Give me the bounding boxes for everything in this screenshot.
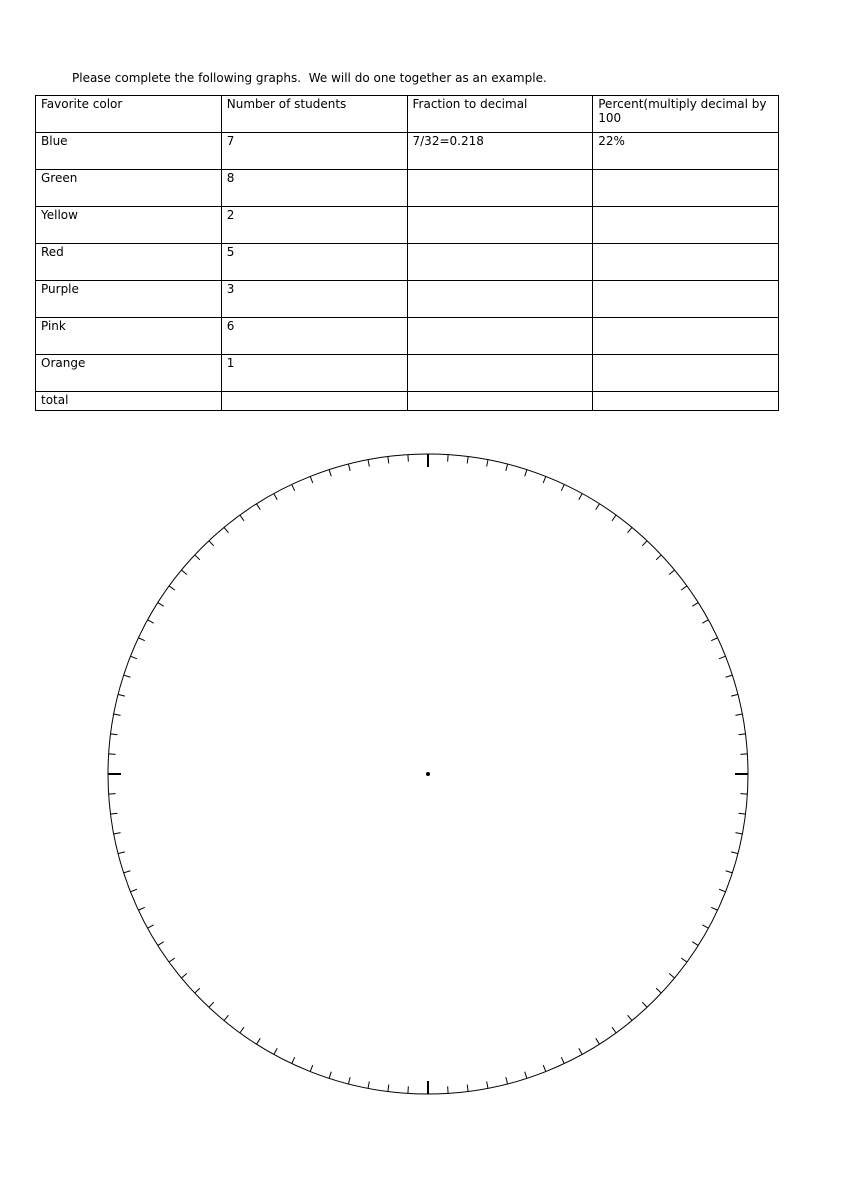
tick-mark <box>114 833 121 834</box>
tick-mark <box>731 694 738 696</box>
tick-mark <box>138 638 144 641</box>
pie-center-dot <box>426 772 430 776</box>
tick-mark <box>274 1048 277 1054</box>
color-cell: Pink <box>36 318 222 355</box>
tick-mark <box>656 988 661 993</box>
tick-mark <box>612 1027 616 1033</box>
tick-mark <box>111 734 118 735</box>
header-percent: Percent(multiply decimal by 100 <box>593 96 779 133</box>
tick-mark <box>739 734 746 735</box>
tick-mark <box>543 1065 546 1072</box>
tick-mark <box>138 907 144 910</box>
tick-mark <box>118 694 125 696</box>
count-cell: 1 <box>221 355 407 392</box>
tick-mark <box>525 470 527 477</box>
tick-mark <box>195 988 200 993</box>
tick-mark <box>669 570 674 574</box>
tick-mark <box>348 464 350 471</box>
count-cell: 5 <box>221 244 407 281</box>
color-cell: Yellow <box>36 207 222 244</box>
tick-mark <box>169 958 175 962</box>
tick-mark <box>348 1077 350 1084</box>
color-cell: Purple <box>36 281 222 318</box>
tick-mark <box>240 515 244 521</box>
count-cell: 2 <box>221 207 407 244</box>
tick-mark <box>467 457 468 464</box>
header-favorite-color: Favorite color <box>36 96 222 133</box>
tick-mark <box>224 527 228 532</box>
tick-mark <box>274 494 277 500</box>
tick-mark <box>711 638 717 641</box>
tick-mark <box>561 484 564 490</box>
tick-mark <box>506 1077 508 1084</box>
tick-mark <box>292 1057 295 1063</box>
count-cell: 8 <box>221 170 407 207</box>
tick-mark <box>209 541 214 546</box>
tick-mark <box>257 504 261 510</box>
tick-mark <box>692 603 698 607</box>
tick-mark <box>596 504 600 510</box>
tick-mark <box>711 907 717 910</box>
color-cell: Red <box>36 244 222 281</box>
tick-mark <box>124 675 131 677</box>
tick-mark <box>656 555 661 560</box>
tick-mark <box>731 852 738 854</box>
tick-mark <box>148 620 154 623</box>
tick-mark <box>487 1081 488 1088</box>
tick-mark <box>114 714 121 715</box>
tick-mark <box>735 833 742 834</box>
color-cell: Green <box>36 170 222 207</box>
tick-mark <box>719 889 726 892</box>
percent-cell[interactable]: 22% <box>593 133 779 170</box>
tick-mark <box>388 1085 389 1092</box>
tick-mark <box>487 460 488 467</box>
tick-mark <box>735 714 742 715</box>
tick-mark <box>726 675 733 677</box>
tick-mark <box>561 1057 564 1063</box>
count-cell: 6 <box>221 318 407 355</box>
tick-mark <box>240 1027 244 1033</box>
tick-mark <box>111 813 118 814</box>
tick-mark <box>388 457 389 464</box>
instructions-text: Please complete the following graphs. We will do one together as an example. <box>72 71 547 85</box>
tick-mark <box>158 942 164 946</box>
tick-mark <box>124 871 131 873</box>
tick-mark <box>612 515 616 521</box>
tick-mark <box>681 958 687 962</box>
tick-mark <box>292 484 295 490</box>
tick-mark <box>719 656 726 659</box>
tick-mark <box>195 555 200 560</box>
tick-mark <box>158 603 164 607</box>
tick-mark <box>669 974 674 978</box>
tick-mark <box>257 1038 261 1044</box>
tick-mark <box>681 586 687 590</box>
tick-mark <box>130 656 137 659</box>
tick-mark <box>739 813 746 814</box>
tick-mark <box>181 974 186 978</box>
count-cell: 7 <box>221 133 407 170</box>
color-cell: Orange <box>36 355 222 392</box>
tick-mark <box>224 1015 228 1020</box>
tick-mark <box>169 586 175 590</box>
fraction-cell[interactable]: 7/32=0.218 <box>407 133 593 170</box>
tick-mark <box>329 1072 331 1079</box>
tick-mark <box>467 1085 468 1092</box>
tick-mark <box>543 476 546 483</box>
tick-mark <box>702 620 708 623</box>
header-number-of-students: Number of students <box>221 96 407 133</box>
tick-mark <box>209 1002 214 1007</box>
tick-mark <box>726 871 733 873</box>
tick-mark <box>368 460 369 467</box>
tick-mark <box>130 889 137 892</box>
tick-mark <box>368 1081 369 1088</box>
tick-mark <box>642 1002 647 1007</box>
tick-mark <box>642 541 647 546</box>
count-cell: 3 <box>221 281 407 318</box>
tick-mark <box>692 942 698 946</box>
tick-mark <box>506 464 508 471</box>
tick-mark <box>181 570 186 574</box>
header-fraction-to-decimal: Fraction to decimal <box>407 96 593 133</box>
tick-mark <box>702 925 708 928</box>
tick-mark <box>628 527 632 532</box>
tick-mark <box>329 470 331 477</box>
tick-mark <box>118 852 125 854</box>
total-label: total <box>36 392 222 411</box>
tick-mark <box>628 1015 632 1020</box>
tick-mark <box>310 476 313 483</box>
color-cell: Blue <box>36 133 222 170</box>
tick-mark <box>579 1048 582 1054</box>
tick-mark <box>148 925 154 928</box>
tick-mark <box>596 1038 600 1044</box>
tick-mark <box>579 494 582 500</box>
tick-mark <box>310 1065 313 1072</box>
tick-mark <box>525 1072 527 1079</box>
